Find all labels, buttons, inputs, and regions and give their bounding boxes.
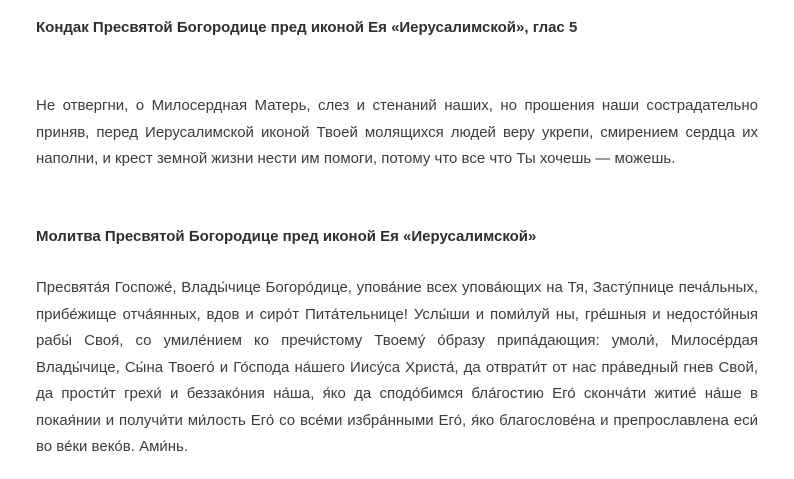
kondak-text: Не отвергни, о Милосердная Матерь, слез и стенаний наших, но прошения наши сострадательно приняв, перед Иерусалимской иконой Твоей молящихся людей веру укрепи, смирением сердца их наполни, и крест земной жизни нести им помоги, потому что все что Ты хочешь — можешь.: [36, 97, 758, 167]
kondak-heading: Кондак Пресвятой Богородице пред иконой Ея «Иерусалимской», глас 5: [36, 19, 578, 36]
prayer-heading: Молитва Пресвятой Богородице пред иконой Ея «Иерусалимской»: [36, 228, 537, 245]
prayer-text: Пресвята́я Госпоже́, Влады́чице Богоро́дице, упова́ние всех упова́ющих на Тя, Засту́пнице печа́льных, прибе́жище отча́янных, вдов и сиро́т Пита́тельнице! Услы́ши и поми́луй ны, гре́шныя и недосто́йныя рабы́ Своя́, со умиле́нием ко пречи́стому Твоему́ о́бразу припа́дающия: умоли́, Милосе́рдая Влады́чице, Сы́на Твоего́ и Го́спода на́шего Иису́са Христа́, да отврати́т от нас пра́ведный гнев Свой, да прости́т грехи́ и беззако́ния на́ша, я́ко да сподо́бимся бла́гостию Его́ сконча́ти житие́ на́ше в покая́нии и получи́ти ми́лость Его́ со все́ми избра́нными Его́, я́ко благослове́на и препрославлена еси́ во ве́ки веко́в. Ами́нь.: [36, 279, 758, 455]
